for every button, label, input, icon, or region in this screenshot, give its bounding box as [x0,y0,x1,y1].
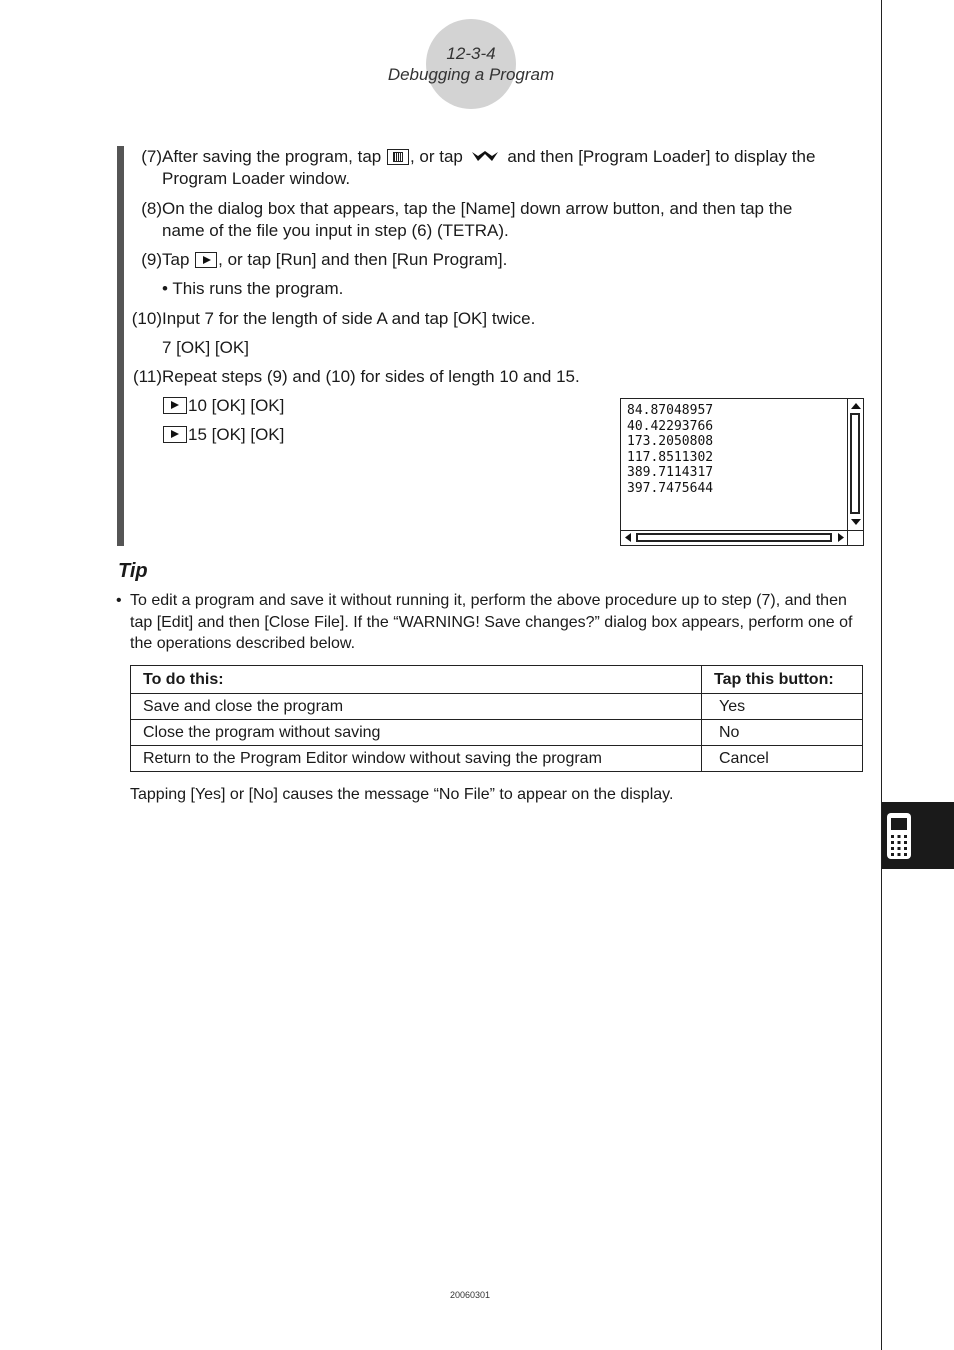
scroll-corner [847,530,863,545]
step-text: After saving the program, tap [162,147,386,166]
step-text: On the dialog box that appears, tap the [Name] down arrow button, and then tap the [162,199,793,218]
table-row [131,746,863,772]
run-icon [163,397,187,414]
table-cell: Cancel [702,746,863,772]
menu-chevron-icon [471,150,499,164]
step-number: (10) [131,309,162,328]
step-text: , or tap [409,147,468,166]
tip-text: To edit a program and save it without running it, perform the above procedure up to step (7), and then tap [Edit] and then [Close File]. If the “WARNING! Save changes?” dialog box appears, perform one of the operations described below. [130,592,853,652]
step-11-keys-2 [162,424,284,446]
table-row [131,720,863,746]
output-line: 84.87048957 [627,403,714,418]
run-icon [195,252,217,268]
step-number: (8) [141,199,162,218]
step-7-line2: Program Loader window. [162,169,351,188]
calculator-screen [620,398,864,546]
table-row [131,694,863,720]
table-cell: Return to the Program Editor window without saving the program [131,746,702,772]
step-number: (9) [141,250,162,269]
table-cell: Close the program without saving [131,720,702,746]
run-icon [163,426,187,443]
vertical-scrollbar[interactable] [847,399,863,530]
step-text: Tap [162,250,195,269]
output-values [627,403,713,496]
scroll-down-icon[interactable] [849,516,863,528]
procedure-bar [117,146,124,546]
table-cell: Yes [702,694,863,720]
section-number: 12-3-4 [446,44,496,63]
step-number: (11) [133,367,162,386]
step-text: Repeat steps (9) and (10) for sides of length 10 and 15. [162,367,580,386]
step-8-line2: name of the file you input in step (6) (TETRA). [162,221,509,240]
footer-code: 20060301 [449,1290,491,1300]
vertical-scroll-thumb[interactable] [850,413,860,514]
header-badge [426,19,516,109]
table-header-row [131,666,863,694]
step-9-note: • This runs the program. [162,279,344,298]
key-sequence: 10 [OK] [OK] [188,396,285,415]
step-text: Input 7 for the length of side A and tap [OK] twice. [162,309,536,328]
output-line: 173.2050808 [627,434,714,449]
output-line: 389.7114317 [627,465,714,480]
program-loader-icon [387,149,409,165]
table-header: To do this: [131,666,702,694]
table-cell: No [702,720,863,746]
tip-bullet: • [116,592,122,609]
operations-table [130,665,863,772]
output-line: 40.42293766 [627,418,714,434]
scroll-up-icon[interactable] [849,400,863,412]
step-10-keys: 7 [OK] [OK] [162,338,249,357]
horizontal-scrollbar[interactable] [621,530,849,545]
section-title: Debugging a Program [387,65,555,84]
key-sequence: 15 [OK] [OK] [188,425,285,444]
output-line: 397.7475644 [627,480,714,496]
tip-note: Tapping [Yes] or [No] causes the message “No File” to appear on the display. [130,786,674,803]
scroll-left-icon[interactable] [622,531,634,544]
step-text: and then [Program Loader] to display the [502,147,816,166]
scroll-right-icon[interactable] [835,531,847,544]
step-11-keys-1 [162,395,284,417]
step-text: , or tap [Run] and then [Run Program]. [218,250,508,269]
tip-heading: Tip [118,560,148,582]
output-line: 117.8511302 [627,449,714,465]
calculator-icon [886,812,912,860]
chapter-tab [882,802,954,869]
horizontal-scroll-thumb[interactable] [636,533,832,542]
step-number: (7) [141,147,162,166]
page-edge-rule [881,0,882,1350]
table-cell: Save and close the program [131,694,702,720]
table-header: Tap this button: [702,666,863,694]
